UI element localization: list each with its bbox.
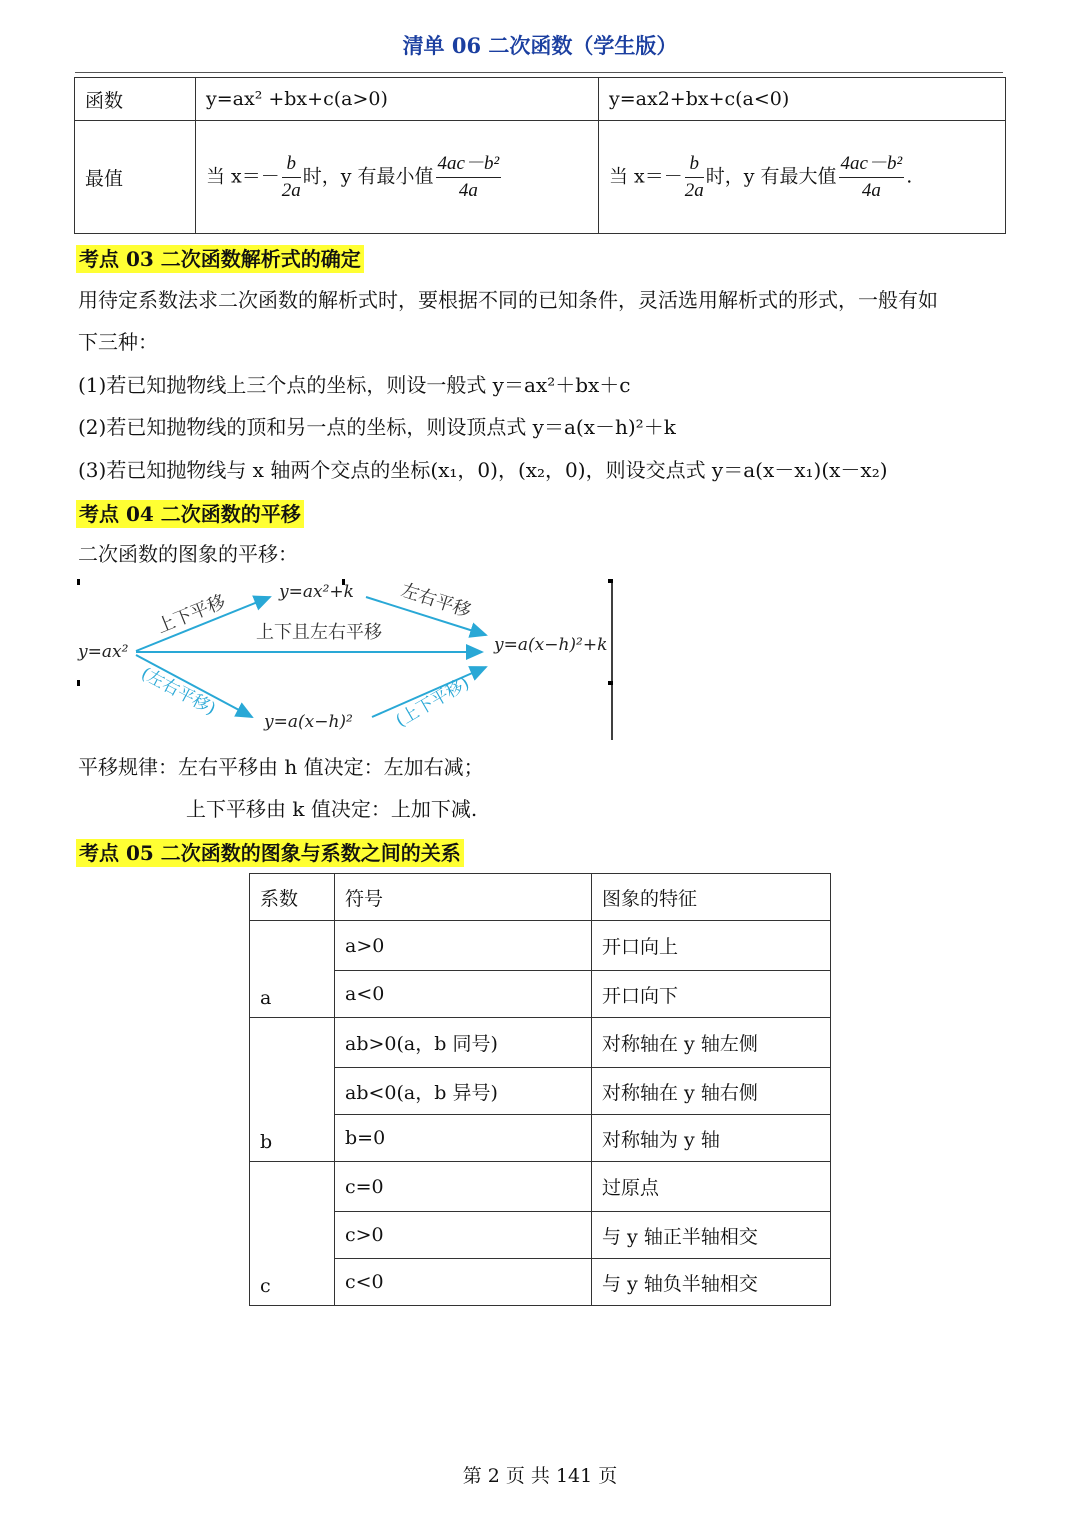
- table-cell: ab>0(a，b 同号): [335, 1018, 592, 1068]
- section-03-item-1: (1)若已知抛物线上三个点的坐标，则设一般式 y＝ax²＋bx＋c: [78, 373, 631, 397]
- page-title: 清单 06 二次函数（学生版）: [402, 33, 678, 58]
- node-end: y=a(x−h)²+k: [494, 635, 608, 655]
- cell-negative-a: y=ax2+bx+c(a<0): [599, 78, 1006, 121]
- table-cell: 与 y 轴正半轴相交: [592, 1212, 831, 1259]
- header-coef: 系数: [250, 874, 335, 921]
- frac-value-max: $\frac{\text{4ac－b²}}{4a}$: [840, 152, 903, 201]
- section-04-heading: 考点 04 二次函数的平移: [76, 498, 304, 527]
- max-prefix: 当 x＝－: [609, 165, 683, 187]
- table-cell: c<0: [335, 1259, 592, 1306]
- table-cell: 对称轴在 y 轴右侧: [592, 1068, 831, 1115]
- table-cell: 对称轴为 y 轴: [592, 1115, 831, 1162]
- table-cell: 与 y 轴负半轴相交: [592, 1259, 831, 1306]
- max-suffix: .: [906, 165, 913, 187]
- table-cell: c=0: [335, 1162, 592, 1212]
- coefficient-table: [249, 873, 831, 1306]
- cell-min-value: [196, 121, 599, 234]
- table-cell: ab<0(a，b 异号): [335, 1068, 592, 1115]
- section-05-heading: 考点 05 二次函数的图象与系数之间的关系: [76, 837, 464, 866]
- table-cell: c>0: [335, 1212, 592, 1259]
- label-both: 上下且左右平移: [256, 622, 382, 643]
- coef-c: c: [250, 1162, 335, 1306]
- cell-extremum-label: 最值: [75, 121, 196, 234]
- table-cell: 开口向下: [592, 971, 831, 1018]
- translation-rule-2: 上下平移由 k 值决定：上加下减.: [186, 797, 478, 821]
- section-03-heading: 考点 03 二次函数解析式的确定: [76, 243, 364, 272]
- table-cell: 对称轴在 y 轴左侧: [592, 1018, 831, 1068]
- node-top: y=ax²+k: [279, 582, 354, 602]
- extremum-table: [74, 77, 1006, 234]
- title-rule: [75, 72, 1003, 73]
- section-04-intro: 二次函数的图象的平移：: [78, 542, 298, 566]
- frac-axis-max: $\frac{b}{2a}$: [684, 152, 704, 201]
- label-up-down-2: (上下平移): [392, 673, 473, 732]
- cell-positive-a: y=ax² +bx+c(a>0): [196, 78, 599, 121]
- table-cell: 过原点: [592, 1162, 831, 1212]
- table-cell: a<0: [335, 971, 592, 1018]
- max-mid: 时，y 有最大值: [705, 165, 837, 187]
- table-cell: b=0: [335, 1115, 592, 1162]
- node-start: y=ax²: [78, 642, 129, 662]
- section-03-item-2: (2)若已知抛物线的顶和另一点的坐标，则设顶点式 y＝a(x－h)²＋k: [78, 415, 676, 439]
- section-03-intro-1: 用待定系数法求二次函数的解析式时，要根据不同的已知条件，灵活选用解析式的形式，一般有如: [78, 288, 938, 312]
- corner-mark: [77, 579, 80, 585]
- translation-diagram: [74, 575, 619, 743]
- translation-rule-1: 平移规律：左右平移由 h 值决定：左加右减；: [78, 755, 484, 779]
- frac-value-min: $\frac{\text{4ac－b²}}{4a}$: [437, 152, 500, 201]
- table-cell: a>0: [335, 921, 592, 971]
- frac-axis-min: $\frac{b}{2a}$: [281, 152, 301, 201]
- cell-function-label: 函数: [75, 78, 196, 121]
- label-up-down: 上下平移: [154, 591, 229, 638]
- coef-b: b: [250, 1018, 335, 1162]
- header-feature: 图象的特征: [592, 874, 831, 921]
- header-sign: 符号: [335, 874, 592, 921]
- corner-mark: [77, 680, 80, 686]
- section-03-item-3: (3)若已知抛物线与 x 轴两个交点的坐标(x₁，0)，(x₂，0)，则设交点式 y＝a(x－x₁)(x－x₂): [78, 458, 888, 482]
- label-left-right: 左右平移: [398, 579, 474, 623]
- page-footer: 第 2 页 共 141 页: [462, 1465, 618, 1487]
- min-prefix: 当 x＝－: [206, 165, 280, 187]
- coef-a: a: [250, 921, 335, 1018]
- cell-max-value: [599, 121, 1006, 234]
- table-cell: 开口向上: [592, 921, 831, 971]
- min-mid: 时，y 有最小值: [302, 165, 434, 187]
- section-03-intro-2: 下三种：: [78, 330, 158, 354]
- node-bottom: y=a(x−h)²: [264, 712, 353, 732]
- label-left-right-2: (左右平移): [137, 663, 219, 720]
